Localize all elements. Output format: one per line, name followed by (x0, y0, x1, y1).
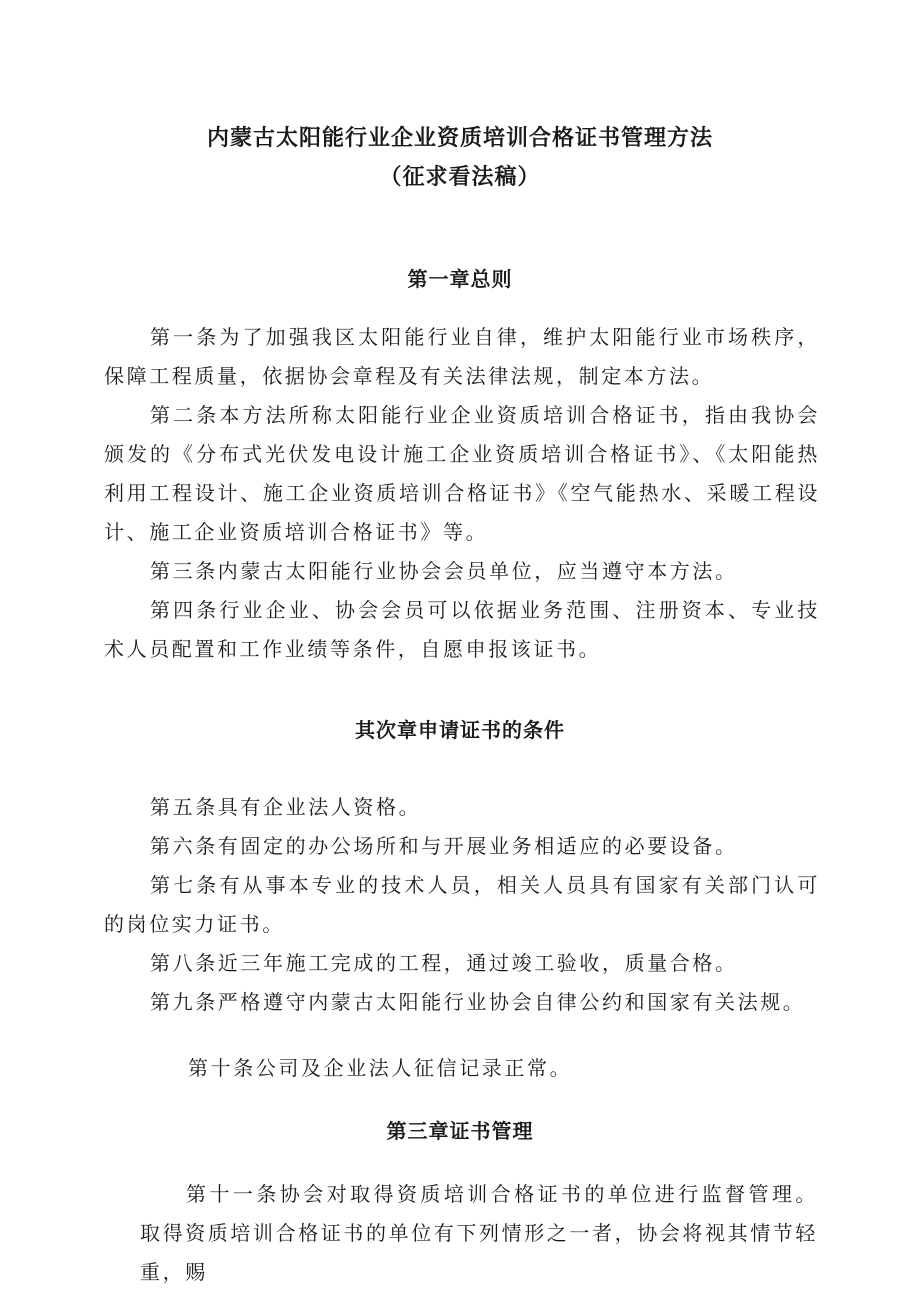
article-6: 第六条有固定的办公场所和与开展业务相适应的必要设备。 (150, 834, 738, 858)
article-11: 第十一条协会对取得资质培训合格证书的单位进行监督管理。取得资质培训合格证书的单位有下列情形之一者，协会将视其情节轻重，赐 (140, 1182, 818, 1284)
article-1: 第一条为了加强我区太阳能行业自律，维护太阳能行业市场秩序，保障工程质量，依据协会章程及有关法律法规，制定本方法。 (104, 325, 820, 388)
article-8: 第八条近三年施工完成的工程，通过竣工验收，质量合格。 (150, 951, 738, 975)
article-7: 第七条有从事本专业的技术人员，相关人员具有国家有关部门认可的岗位实力证书。 (104, 873, 820, 936)
document-subtitle: （征求看法稿） (379, 165, 541, 190)
article-2: 第二条本方法所称太阳能行业企业资质培训合格证书，指由我协会颁发的《分布式光伏发电设计施工企业资质培训合格证书》、《太阳能热利用工程设计、施工企业资质培训合格证书》《空气能热水、采暖工程设计、施工企业资质培训合格证书》等。 (104, 403, 820, 544)
article-9: 第九条严格遵守内蒙古太阳能行业协会自律公约和国家有关法规。 (150, 990, 806, 1014)
chapter-2-heading: 其次章申请证书的条件 (355, 718, 565, 742)
article-4: 第四条行业企业、协会会员可以依据业务范围、注册资本、专业技术人员配置和工作业绩等条件，自愿申报该证书。 (104, 598, 820, 661)
chapter-3-heading: 第三章证书管理 (386, 1119, 534, 1143)
article-3: 第三条内蒙古太阳能行业协会会员单位，应当遵守本方法。 (150, 559, 738, 583)
article-10: 第十条公司及企业法人征信记录正常。 (188, 1056, 573, 1080)
article-5: 第五条具有企业法人资格。 (150, 795, 422, 819)
chapter-1-heading: 第一章总则 (407, 267, 513, 291)
document-title: 内蒙古太阳能行业企业资质培训合格证书管理方法 (206, 126, 713, 151)
